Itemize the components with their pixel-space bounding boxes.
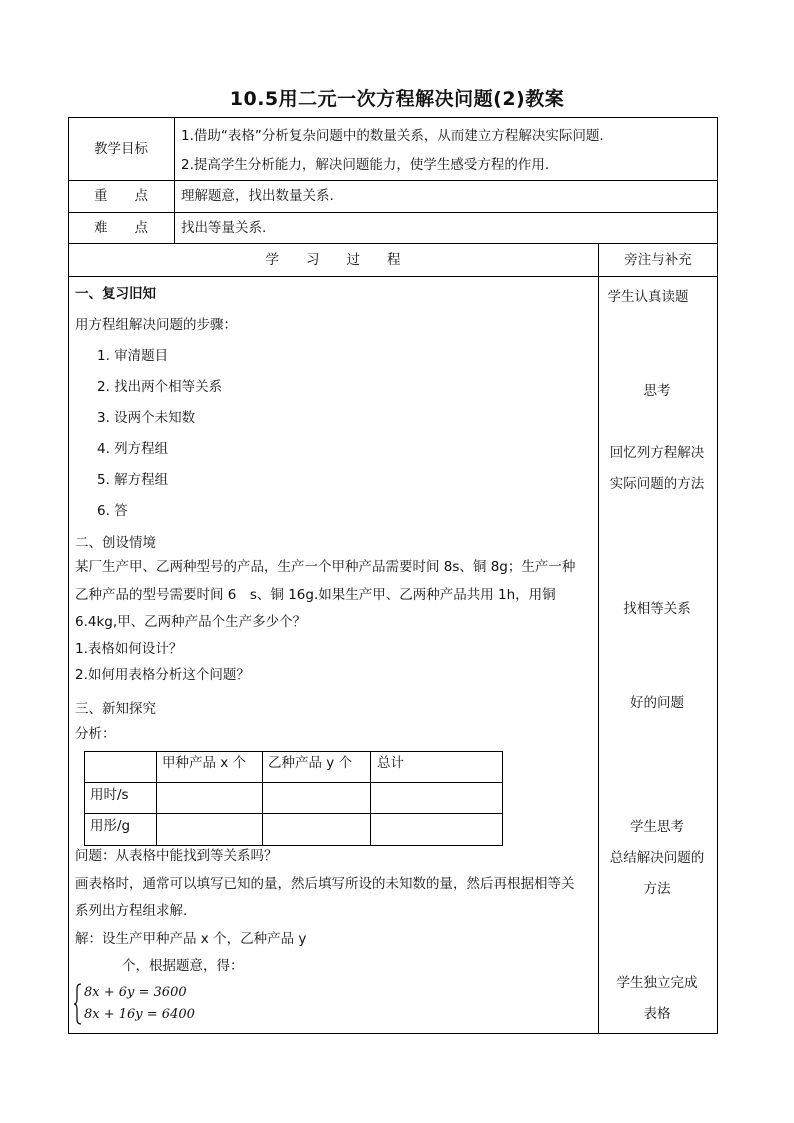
process-heading: 学 习 过 程 xyxy=(265,252,401,268)
table-row-label: 用彤/g xyxy=(90,818,131,834)
step-item: 4. 列方程组 xyxy=(97,441,169,457)
page-title: 10.5用二元一次方程解决问题(2)教案 xyxy=(229,88,565,110)
objectives-label: 教学目标 xyxy=(94,141,148,157)
analysis-col-line xyxy=(156,751,157,846)
side-note: 学生独立完成 xyxy=(616,975,698,991)
step-item: 5. 解方程组 xyxy=(97,472,169,488)
side-note: 实际问题的方法 xyxy=(609,476,705,492)
analysis-col-line xyxy=(370,751,371,846)
side-note: 表格 xyxy=(643,1006,671,1022)
scenario-line: 某厂生产甲、乙两种型号的产品，生产一个甲种产品需要时间 8s、铜 8g；生产一种 xyxy=(75,559,576,575)
step-item: 3. 设两个未知数 xyxy=(97,410,196,426)
table-row-label: 用时/s xyxy=(90,787,129,803)
key-text: 理解题意，找出数量关系. xyxy=(181,188,334,204)
analysis-row-line xyxy=(84,782,503,783)
solution-line: 解：设生产甲种产品 x 个，乙种产品 y xyxy=(75,931,307,947)
analysis-col-line xyxy=(262,751,263,846)
scenario-line: 乙种产品的型号需要时间 6 s、铜 16g.如果生产甲、乙两种产品共用 1h，用铜 xyxy=(75,587,556,603)
table-header-cell: 乙种产品 y 个 xyxy=(268,755,353,771)
scenario-line: 6.4kg,甲、乙两种产品个生产多少个？ xyxy=(75,614,307,630)
analysis-row-line xyxy=(84,813,503,814)
side-note: 回忆列方程解决 xyxy=(609,445,705,461)
side-heading: 旁注与补充 xyxy=(624,252,692,268)
equation-1: 8x + 6y = 3600 xyxy=(84,985,187,1000)
objective-1: 1.借助“表格”分析复杂问题中的数量关系，从而建立方程解决实际问题. xyxy=(181,128,604,144)
explore-title: 三、新知探究 xyxy=(75,701,156,717)
scenario-title: 二、创设情境 xyxy=(75,535,156,551)
review-intro: 用方程组解决问题的步骤： xyxy=(75,317,237,333)
step-item: 6. 答 xyxy=(97,503,128,519)
difficulty-label: 难 点 xyxy=(94,220,148,236)
question-item: 1.表格如何设计？ xyxy=(75,641,183,657)
side-note: 学生思考 xyxy=(630,819,684,835)
process-divider xyxy=(598,243,599,1034)
solution-line: 个，根据题意，得： xyxy=(122,958,244,974)
equation-2: 8x + 16y = 6400 xyxy=(84,1007,195,1022)
step-item: 1. 审清题目 xyxy=(97,348,169,364)
table-header-cell: 甲种产品 x 个 xyxy=(162,755,247,771)
process-header-line xyxy=(68,276,718,277)
method-line: 画表格时，通常可以填写已知的量，然后填写所设的未知数的量，然后再根据相等关 xyxy=(75,876,575,892)
side-note: 学生认真读题 xyxy=(607,289,689,305)
review-title: 一、复习旧知 xyxy=(75,286,156,302)
side-note: 思考 xyxy=(643,383,671,399)
method-line: 系列出方程组求解. xyxy=(75,903,188,919)
difficulty-text: 找出等量关系. xyxy=(181,220,267,236)
header-row-line xyxy=(68,180,718,181)
equation-brace xyxy=(73,983,83,1025)
question-line: 问题：从表格中能找到等关系吗？ xyxy=(75,848,278,864)
table-header-cell: 总计 xyxy=(377,755,404,771)
side-note: 好的问题 xyxy=(630,695,684,711)
key-label: 重 点 xyxy=(94,188,148,204)
question-item: 2.如何用表格分析这个问题？ xyxy=(75,667,250,683)
side-note: 总结解决问题的 xyxy=(609,850,705,866)
analysis-label: 分析： xyxy=(75,726,116,742)
side-note: 找相等关系 xyxy=(623,601,691,617)
header-row-line xyxy=(68,212,718,213)
objective-2: 2.提高学生分析能力，解决问题能力，使学生感受方程的作用. xyxy=(181,157,550,173)
step-item: 2. 找出两个相等关系 xyxy=(97,379,223,395)
side-note: 方法 xyxy=(643,881,671,897)
